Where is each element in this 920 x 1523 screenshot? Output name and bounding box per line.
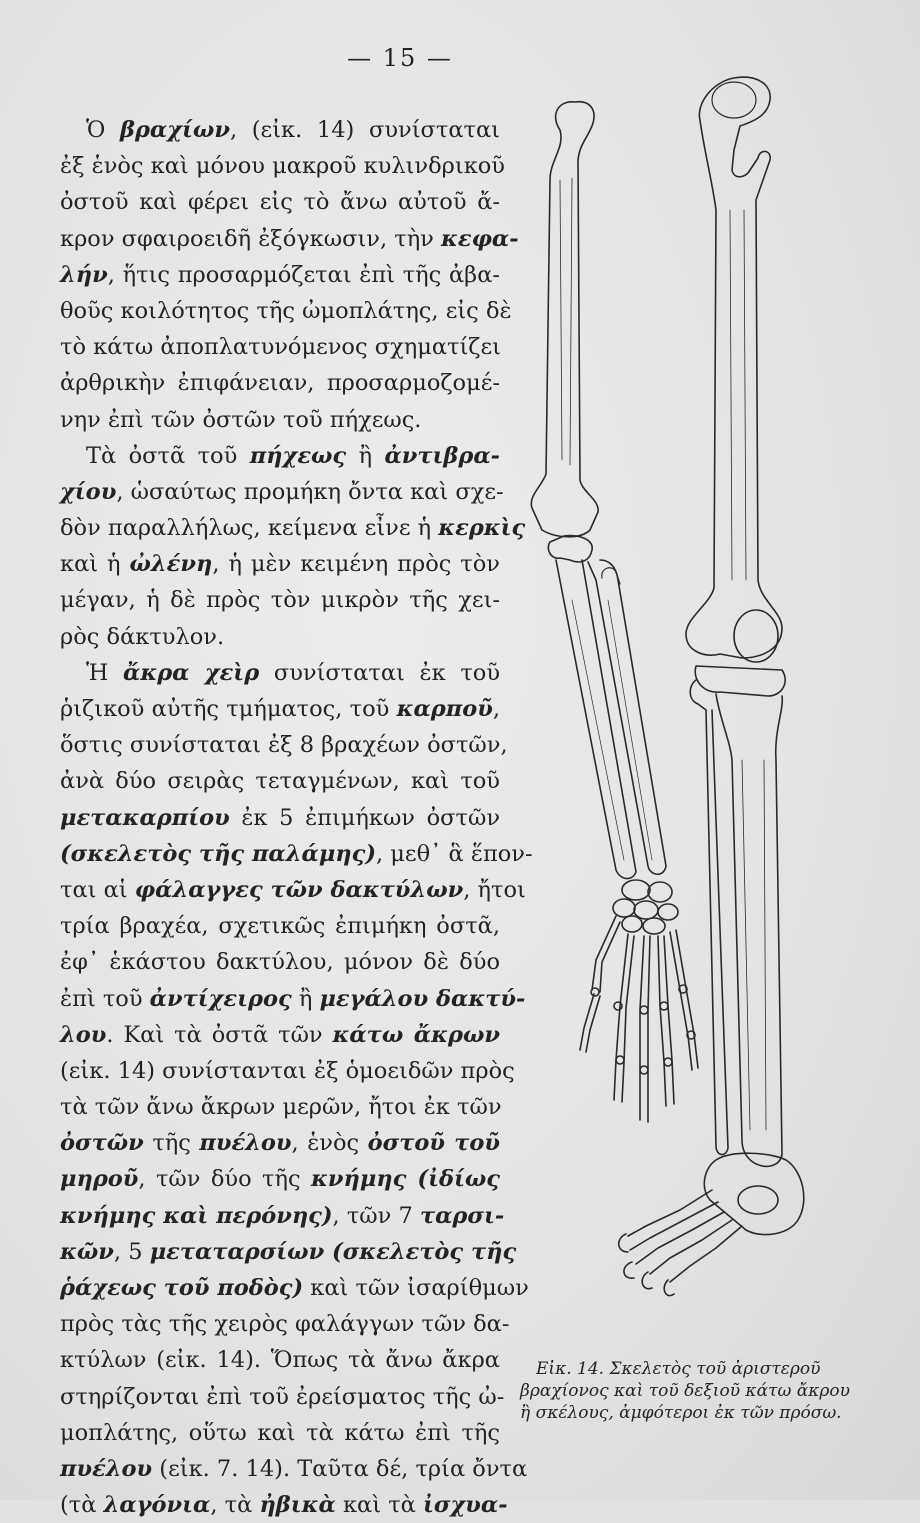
text-run: στηρίζονται ἐπὶ τοῦ ἐρείσματος τῆς ὠ- bbox=[60, 1383, 505, 1410]
text-line bbox=[60, 293, 512, 329]
text-line bbox=[60, 981, 526, 1017]
text-line bbox=[60, 329, 500, 365]
emphasized-term: κνήμης καὶ περόνης) bbox=[60, 1202, 333, 1229]
text-run: , (εἰκ. 14) συνίσταται bbox=[229, 117, 500, 143]
emphasized-term: κερκὶς bbox=[438, 515, 526, 542]
text-line bbox=[60, 1089, 500, 1125]
text-run: , τῶν 7 bbox=[332, 1202, 420, 1229]
text-line bbox=[60, 221, 519, 257]
emphasized-term: λου bbox=[60, 1021, 107, 1048]
body-text bbox=[60, 112, 533, 1523]
text-run: τῆς bbox=[143, 1130, 200, 1157]
emphasized-term: κνήμης (ἰδίως bbox=[310, 1166, 500, 1193]
emphasized-term: λήν bbox=[60, 261, 108, 288]
humerus-bone bbox=[531, 102, 598, 537]
text-run: ὀστοῦ καὶ φέρει εἰς τὸ ἄνω αὐτοῦ ἄ- bbox=[60, 189, 500, 216]
text-line bbox=[60, 510, 526, 546]
text-line bbox=[60, 184, 500, 220]
femur-bone bbox=[686, 77, 782, 658]
emphasized-term: ῥάχεως τοῦ ποδὸς) bbox=[60, 1275, 304, 1301]
text-run: , ἑνὸς bbox=[291, 1130, 368, 1157]
emphasized-term: καρποῦ bbox=[396, 696, 493, 722]
text-line bbox=[60, 402, 500, 438]
text-run: κτύλων (εἰκ. 14). Ὅπως τὰ ἄνω ἄκρα bbox=[60, 1347, 500, 1374]
text-line bbox=[60, 1125, 500, 1161]
emphasized-term: μετακαρπίου bbox=[60, 804, 230, 831]
text-line bbox=[60, 1487, 508, 1523]
text-run: . Καὶ τὰ ὀστᾶ τῶν bbox=[106, 1021, 333, 1048]
emphasized-term: ὠλένη bbox=[129, 551, 213, 578]
emphasized-term: ἰσχυα- bbox=[423, 1492, 508, 1519]
text-line bbox=[60, 1198, 505, 1234]
text-run: , ὡσαύτως προμήκη ὄντα καὶ σχε- bbox=[116, 478, 504, 505]
text-line bbox=[60, 800, 500, 836]
emphasized-term: βραχίων bbox=[120, 117, 230, 143]
text-run: θοῦς κοιλότητος τῆς ὠμοπλάτης, εἰς δὲ bbox=[60, 297, 512, 324]
emphasized-term: ἠβικὰ bbox=[259, 1492, 336, 1519]
text-line bbox=[60, 1451, 528, 1487]
emphasized-term: πήχεως bbox=[249, 442, 347, 469]
text-run: ται αἱ bbox=[60, 876, 135, 903]
text-line bbox=[60, 1415, 500, 1451]
text-run: (εἰκ. 7. 14). Ταῦτα δέ, τρία ὄντα bbox=[152, 1455, 528, 1482]
text-run: (τὰ bbox=[60, 1492, 104, 1519]
text-run: ἐξ ἑνὸς καὶ μόνου μακροῦ κυλινδρικοῦ bbox=[60, 153, 505, 180]
text-run: , ἤτοι bbox=[463, 876, 526, 903]
text-line bbox=[60, 1306, 510, 1342]
carpal-bones bbox=[613, 880, 678, 934]
text-run: καὶ τὰ bbox=[335, 1492, 424, 1519]
text-run: ἢ bbox=[291, 985, 320, 1012]
text-run: , μεθ᾽ ἃ ἕπον- bbox=[376, 840, 533, 867]
text-line bbox=[60, 1234, 517, 1270]
emphasized-term: ἄκρα χεὶρ bbox=[123, 659, 260, 686]
text-line bbox=[60, 365, 500, 401]
text-run: δὸν παραλλήλως, κείμενα εἶνε ἡ bbox=[60, 515, 439, 542]
text-line bbox=[60, 944, 500, 980]
text-line bbox=[60, 619, 500, 655]
text-line bbox=[60, 546, 500, 582]
text-line bbox=[60, 112, 500, 148]
text-run: , 5 bbox=[113, 1238, 150, 1265]
text-run: Ἡ bbox=[86, 659, 124, 686]
text-line bbox=[60, 582, 500, 618]
text-line bbox=[60, 257, 500, 293]
caption-line-2: βραχίονος καὶ τοῦ δεξιοῦ κάτω ἄκρου bbox=[520, 1381, 850, 1401]
text-run: ἐφ᾽ ἑκάστου δακτύλου, μόνον δὲ δύο bbox=[60, 949, 500, 976]
text-line bbox=[60, 474, 504, 510]
text-run: τὸ κάτω ἀποπλατυνόμενος σχηματίζει bbox=[60, 334, 501, 361]
text-run: , ἡ μὲν κειμένη πρὸς τὸν bbox=[212, 551, 500, 578]
text-run: συνίσταται ἐκ τοῦ bbox=[259, 659, 501, 686]
text-run: καὶ ἡ bbox=[60, 551, 130, 578]
text-line bbox=[60, 1379, 505, 1415]
text-line bbox=[60, 763, 500, 799]
tibia-fibula bbox=[690, 610, 785, 1166]
text-line bbox=[60, 655, 500, 691]
hand-phalanges bbox=[580, 916, 698, 1122]
text-line bbox=[60, 836, 533, 872]
emphasized-term: κάτω ἄκρων bbox=[332, 1021, 500, 1048]
text-line bbox=[60, 1161, 500, 1197]
text-line bbox=[60, 727, 508, 763]
emphasized-term: (σκελετὸς τῆς παλάμης) bbox=[60, 840, 376, 867]
text-line bbox=[60, 872, 526, 908]
text-run: ῥιζικοῦ αὐτῆς τμήματος, τοῦ bbox=[60, 696, 397, 722]
text-run: κρον σφαιροειδῆ ἐξόγκωσιν, τὴν bbox=[60, 225, 442, 252]
skeleton-illustration bbox=[520, 60, 900, 1350]
text-run: καὶ τῶν ἰσαρίθμων bbox=[303, 1275, 529, 1301]
foot-bones bbox=[619, 1153, 804, 1295]
text-run: ρὸς δάκτυλον. bbox=[60, 623, 225, 650]
emphasized-term: ταρσι- bbox=[419, 1202, 505, 1229]
caption-line-3: ἢ σκέλους, ἀμφότεροι ἐκ τῶν πρόσω. bbox=[520, 1403, 842, 1423]
text-line bbox=[60, 1017, 500, 1053]
text-run: ἢ bbox=[346, 442, 385, 469]
text-line bbox=[60, 1342, 500, 1378]
figure-caption bbox=[520, 1358, 900, 1424]
caption-line-1: Εἰκ. 14. Σκελετὸς τοῦ ἀριστεροῦ bbox=[536, 1359, 821, 1379]
text-run: μέγαν, ἡ δὲ πρὸς τὸν μικρὸν τῆς χει- bbox=[60, 587, 500, 614]
text-run: νην ἐπὶ τῶν ὀστῶν τοῦ πήχεως. bbox=[60, 406, 422, 433]
emphasized-term: κῶν bbox=[60, 1238, 114, 1265]
text-run: Ὁ bbox=[86, 117, 120, 143]
text-run: τὰ τῶν ἄνω ἄκρων μερῶν, ἤτοι ἐκ τῶν bbox=[60, 1094, 502, 1121]
text-run: , ἥτις προσαρμόζεται ἐπὶ τῆς ἀβα- bbox=[107, 261, 500, 288]
emphasized-term: κεφα- bbox=[441, 225, 519, 252]
text-run: , bbox=[492, 696, 500, 722]
emphasized-term: μεταταρσίων (σκελετὸς τῆς bbox=[149, 1238, 517, 1265]
text-line bbox=[60, 438, 500, 474]
text-run: πρὸς τὰς τῆς χειρὸς φαλάγγων τῶν δα- bbox=[60, 1311, 510, 1338]
emphasized-term: ἀντίχειρος bbox=[149, 985, 292, 1012]
emphasized-term: πυέλου bbox=[199, 1130, 292, 1157]
text-line bbox=[60, 148, 505, 184]
text-run: τρία βραχέα, σχετικῶς ἐπιμήκη ὀστᾶ, bbox=[60, 913, 500, 940]
text-run: (εἰκ. 14) συνίστανται ἐξ ὁμοειδῶν πρὸς bbox=[60, 1057, 515, 1084]
emphasized-term: ὀστοῦ τοῦ bbox=[367, 1130, 500, 1157]
emphasized-term: μεγάλου δακτύ- bbox=[319, 985, 526, 1012]
text-run: Τὰ ὀστᾶ τοῦ bbox=[86, 442, 250, 469]
emphasized-term: ἀντιβρα- bbox=[384, 442, 500, 469]
text-run: ἀνὰ δύο σειρὰς τεταγμένων, καὶ τοῦ bbox=[60, 768, 500, 795]
text-run: , τὰ bbox=[210, 1492, 260, 1519]
text-run: ἐπὶ τοῦ bbox=[60, 985, 150, 1012]
emphasized-term: λαγόνια bbox=[103, 1492, 211, 1519]
forearm-bones bbox=[548, 536, 666, 879]
emphasized-term: πυέλου bbox=[60, 1455, 153, 1482]
text-run: ὅστις συνίσταται ἐξ 8 βραχέων ὀστῶν, bbox=[60, 732, 508, 759]
text-run: , τῶν δύο τῆς bbox=[138, 1166, 311, 1193]
text-run: ἀρθρικὴν ἐπιφάνειαν, προσαρμοζομέ- bbox=[60, 370, 500, 397]
text-line bbox=[60, 908, 500, 944]
text-line bbox=[60, 1053, 515, 1089]
text-run: μοπλάτης, οὕτω καὶ τὰ κάτω ἐπὶ τῆς bbox=[60, 1419, 500, 1446]
emphasized-term: φάλαγγες τῶν δακτύλων bbox=[134, 876, 464, 903]
emphasized-term: ὀστῶν bbox=[60, 1130, 144, 1157]
text-run: ἐκ 5 ἐπιμήκων ὀστῶν bbox=[229, 804, 500, 831]
emphasized-term: χίου bbox=[60, 478, 117, 505]
emphasized-term: μηροῦ bbox=[60, 1166, 139, 1193]
text-line bbox=[60, 691, 500, 727]
page-number: — 15 — bbox=[347, 44, 453, 72]
text-line bbox=[60, 1270, 529, 1306]
